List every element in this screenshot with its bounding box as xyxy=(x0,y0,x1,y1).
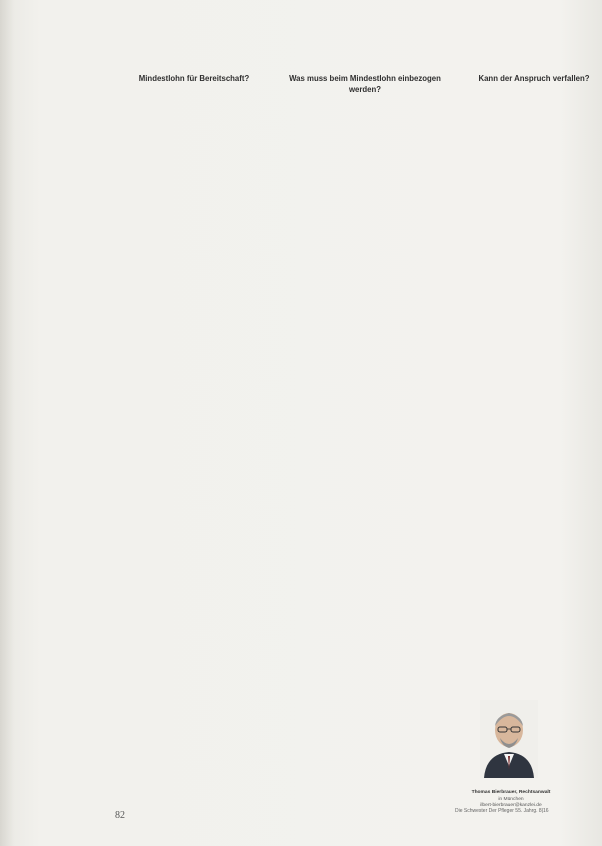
text-column-2 xyxy=(286,66,444,100)
text-column-3 xyxy=(455,66,602,89)
section-heading-einbeziehen: Was muss beim Mindestlohn einbezogen werden? xyxy=(289,74,441,94)
text-column-1 xyxy=(115,66,273,89)
author-caption-line-2: in München xyxy=(498,796,524,802)
author-caption-line-1: Thomas Bierbrauer, Rechtsanwalt xyxy=(471,790,551,795)
page-number: 82 xyxy=(115,810,125,821)
author-portrait-icon xyxy=(480,700,538,778)
section-heading-bereitschaft: Mindestlohn für Bereitschaft? xyxy=(138,74,250,83)
author-caption xyxy=(452,790,570,810)
author-caption-line-3: ilbert-bierbrauer@kanzlei.de xyxy=(480,803,542,809)
journal-footer: Die Schwester Der Pfleger 55. Jahrg. 8|16 xyxy=(455,808,549,814)
page-gutter xyxy=(0,0,14,846)
section-heading-verfallen: Kann der Anspruch verfallen? xyxy=(478,74,590,83)
